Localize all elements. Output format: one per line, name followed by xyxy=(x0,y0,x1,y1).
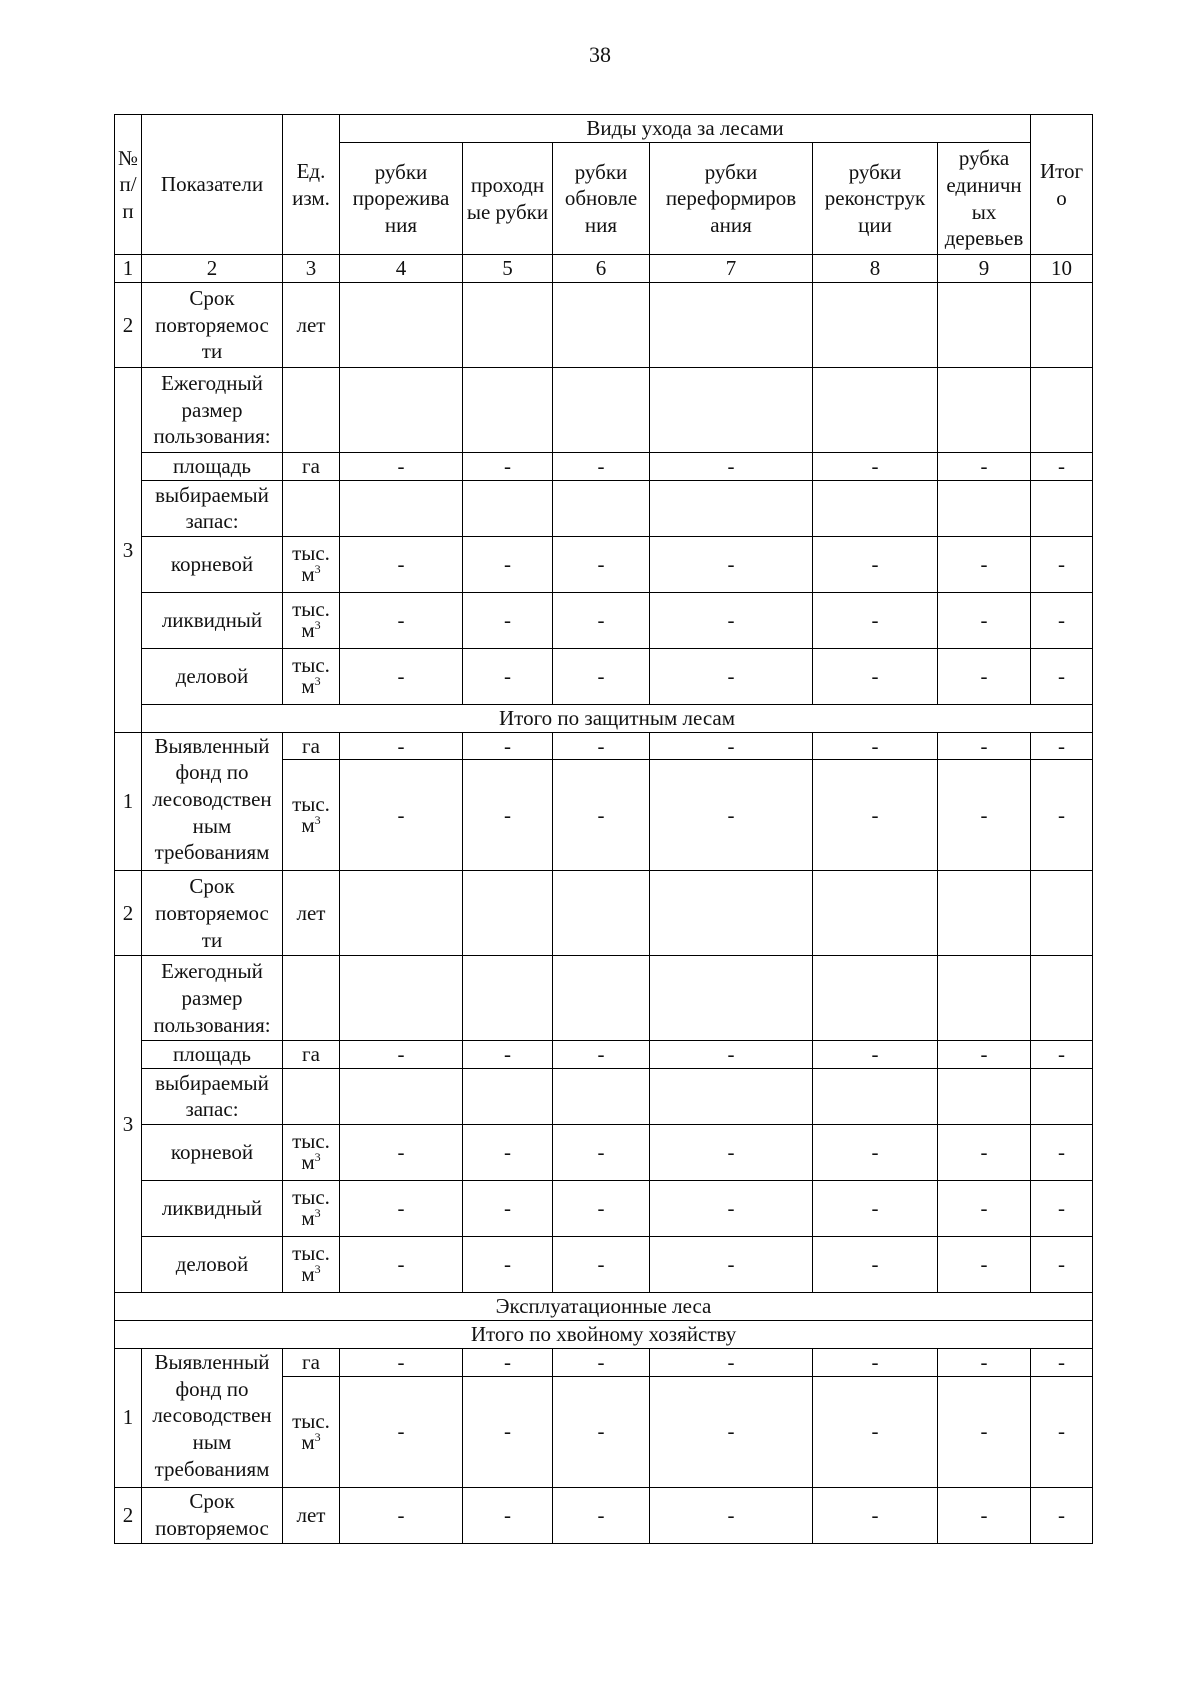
value-cell: - xyxy=(650,1487,813,1543)
table-row xyxy=(115,368,1093,453)
value-cell: - xyxy=(938,453,1031,481)
column-number: 8 xyxy=(813,255,938,283)
section-row xyxy=(115,1292,1093,1320)
value-cell: - xyxy=(813,453,938,481)
value-cell: - xyxy=(813,1348,938,1376)
value-cell: - xyxy=(553,1376,650,1487)
value-cell xyxy=(650,871,813,956)
table-row xyxy=(115,871,1093,956)
row-number: 3 xyxy=(115,368,142,733)
unit: лет xyxy=(283,871,340,956)
value-cell: - xyxy=(938,732,1031,760)
value-cell xyxy=(938,871,1031,956)
unit: га xyxy=(283,732,340,760)
value-cell xyxy=(340,871,463,956)
value-cell: - xyxy=(813,1376,938,1487)
value-cell: - xyxy=(340,1376,463,1487)
value-cell: - xyxy=(1031,732,1093,760)
row-number: 1 xyxy=(115,1348,142,1487)
value-cell xyxy=(553,1068,650,1124)
unit: га xyxy=(283,453,340,481)
unit: тыс. $м^3$ xyxy=(283,536,340,592)
value-cell: - xyxy=(813,732,938,760)
value-cell xyxy=(650,1068,813,1124)
table-row xyxy=(115,1041,1093,1069)
value-cell xyxy=(650,368,813,453)
value-cell: - xyxy=(938,648,1031,704)
value-cell: - xyxy=(938,1180,1031,1236)
indicator: деловой xyxy=(142,1236,283,1292)
column-number: 5 xyxy=(463,255,553,283)
column-number: 9 xyxy=(938,255,1031,283)
value-cell: - xyxy=(463,1041,553,1069)
table-row xyxy=(115,1348,1093,1376)
unit: га xyxy=(283,1041,340,1069)
column-number: 4 xyxy=(340,255,463,283)
value-cell: - xyxy=(340,1041,463,1069)
value-cell: - xyxy=(553,1236,650,1292)
value-cell: - xyxy=(1031,592,1093,648)
value-cell: - xyxy=(1031,1124,1093,1180)
value-cell: - xyxy=(1031,1041,1093,1069)
row-number: 1 xyxy=(115,732,142,871)
column-number: 1 xyxy=(115,255,142,283)
value-cell: - xyxy=(340,1236,463,1292)
value-cell: - xyxy=(938,1236,1031,1292)
column-number: 6 xyxy=(553,255,650,283)
value-cell: - xyxy=(553,536,650,592)
value-cell xyxy=(463,956,553,1041)
table-row xyxy=(115,1236,1093,1292)
value-cell: - xyxy=(650,1376,813,1487)
column-number: 3 xyxy=(283,255,340,283)
table-row xyxy=(115,1487,1093,1543)
indicator: Выявленный фонд по лесоводствен ным требованиям xyxy=(142,1348,283,1487)
value-cell xyxy=(283,1068,340,1124)
indicator: Ежегодный размер пользования: xyxy=(142,368,283,453)
page-number: 38 xyxy=(589,42,611,67)
value-cell: - xyxy=(650,648,813,704)
value-cell xyxy=(938,480,1031,536)
indicator: выбираемый запас: xyxy=(142,480,283,536)
value-cell: - xyxy=(813,536,938,592)
value-cell: - xyxy=(463,1348,553,1376)
indicator: ликвидный xyxy=(142,1180,283,1236)
unit: тыс. $м^3$ xyxy=(283,1376,340,1487)
value-cell xyxy=(938,283,1031,368)
value-cell xyxy=(1031,368,1093,453)
value-cell: - xyxy=(650,453,813,481)
value-cell xyxy=(463,480,553,536)
value-cell: - xyxy=(650,760,813,871)
value-cell: - xyxy=(938,536,1031,592)
table-row xyxy=(115,1180,1093,1236)
value-cell: - xyxy=(1031,1236,1093,1292)
value-cell xyxy=(463,283,553,368)
value-cell: - xyxy=(463,1180,553,1236)
value-cell xyxy=(1031,480,1093,536)
value-cell: - xyxy=(650,1180,813,1236)
value-cell: - xyxy=(1031,760,1093,871)
column-numbers-row xyxy=(115,255,1093,283)
indicator: корневой xyxy=(142,536,283,592)
value-cell xyxy=(1031,1068,1093,1124)
value-cell xyxy=(283,956,340,1041)
value-cell: - xyxy=(340,1180,463,1236)
value-cell: - xyxy=(463,1124,553,1180)
value-cell: - xyxy=(1031,648,1093,704)
section-row xyxy=(115,704,1093,732)
value-cell: - xyxy=(553,592,650,648)
value-cell: - xyxy=(938,1348,1031,1376)
value-cell: - xyxy=(650,536,813,592)
value-cell: - xyxy=(340,1124,463,1180)
value-cell xyxy=(813,1068,938,1124)
table-row xyxy=(115,1068,1093,1124)
header-type: рубки обновле ния xyxy=(553,143,650,255)
forest-care-table xyxy=(114,114,1093,1544)
unit: тыс. $м^3$ xyxy=(283,1124,340,1180)
value-cell xyxy=(340,480,463,536)
table-row xyxy=(115,283,1093,368)
value-cell xyxy=(650,283,813,368)
indicator: Выявленный фонд по лесоводствен ным требованиям xyxy=(142,732,283,871)
value-cell xyxy=(553,283,650,368)
value-cell: - xyxy=(553,732,650,760)
value-cell xyxy=(938,368,1031,453)
value-cell xyxy=(463,368,553,453)
value-cell xyxy=(553,480,650,536)
section-title: Итого по защитным лесам xyxy=(142,704,1093,732)
column-number: 2 xyxy=(142,255,283,283)
value-cell xyxy=(813,871,938,956)
value-cell xyxy=(463,871,553,956)
value-cell xyxy=(1031,283,1093,368)
indicator: площадь xyxy=(142,1041,283,1069)
table-row xyxy=(115,732,1093,760)
value-cell: - xyxy=(938,592,1031,648)
indicator: Срок повторяемос xyxy=(142,1487,283,1543)
value-cell: - xyxy=(553,1124,650,1180)
unit: тыс. $м^3$ xyxy=(283,648,340,704)
value-cell: - xyxy=(553,760,650,871)
unit: лет xyxy=(283,1487,340,1543)
value-cell: - xyxy=(813,1180,938,1236)
value-cell: - xyxy=(340,760,463,871)
value-cell: - xyxy=(553,1180,650,1236)
value-cell: - xyxy=(553,648,650,704)
unit: га xyxy=(283,1348,340,1376)
value-cell xyxy=(283,480,340,536)
row-number: 2 xyxy=(115,283,142,368)
value-cell xyxy=(283,368,340,453)
table-row xyxy=(115,1124,1093,1180)
value-cell: - xyxy=(813,760,938,871)
section-row xyxy=(115,1320,1093,1348)
row-number: 3 xyxy=(115,956,142,1293)
table-row xyxy=(115,592,1093,648)
value-cell xyxy=(553,956,650,1041)
row-number: 2 xyxy=(115,1487,142,1543)
value-cell: - xyxy=(340,536,463,592)
table-row xyxy=(115,480,1093,536)
indicator: площадь xyxy=(142,453,283,481)
value-cell: - xyxy=(650,1041,813,1069)
table-row xyxy=(115,536,1093,592)
value-cell: - xyxy=(553,1487,650,1543)
value-cell: - xyxy=(1031,453,1093,481)
header-type: рубки прорежива ния xyxy=(340,143,463,255)
table-row xyxy=(115,648,1093,704)
section-title: Эксплуатационные леса xyxy=(115,1292,1093,1320)
header-row xyxy=(115,115,1093,143)
unit: тыс. $м^3$ xyxy=(283,760,340,871)
value-cell: - xyxy=(463,1236,553,1292)
value-cell xyxy=(1031,956,1093,1041)
value-cell: - xyxy=(938,1487,1031,1543)
value-cell: - xyxy=(1031,536,1093,592)
value-cell xyxy=(813,368,938,453)
unit: тыс. $м^3$ xyxy=(283,1180,340,1236)
value-cell: - xyxy=(463,592,553,648)
value-cell xyxy=(340,283,463,368)
value-cell: - xyxy=(813,1487,938,1543)
value-cell xyxy=(340,956,463,1041)
header-unit: Ед. изм. xyxy=(283,115,340,255)
section-title: Итого по хвойному хозяйству xyxy=(115,1320,1093,1348)
value-cell: - xyxy=(1031,1348,1093,1376)
value-cell: - xyxy=(650,1348,813,1376)
column-number: 7 xyxy=(650,255,813,283)
value-cell: - xyxy=(650,592,813,648)
value-cell: - xyxy=(1031,1487,1093,1543)
table-row xyxy=(115,453,1093,481)
value-cell: - xyxy=(340,1348,463,1376)
header-total: Итог о xyxy=(1031,115,1093,255)
value-cell: - xyxy=(938,1041,1031,1069)
value-cell: - xyxy=(650,732,813,760)
value-cell: - xyxy=(340,592,463,648)
value-cell: - xyxy=(340,648,463,704)
value-cell: - xyxy=(1031,1180,1093,1236)
unit: лет xyxy=(283,283,340,368)
indicator: корневой xyxy=(142,1124,283,1180)
value-cell: - xyxy=(813,648,938,704)
value-cell: - xyxy=(463,760,553,871)
value-cell: - xyxy=(553,1348,650,1376)
value-cell xyxy=(938,956,1031,1041)
unit: тыс. $м^3$ xyxy=(283,592,340,648)
header-type: рубка единичн ых деревьев xyxy=(938,143,1031,255)
value-cell: - xyxy=(938,760,1031,871)
value-cell: - xyxy=(813,1236,938,1292)
indicator: Срок повторяемос ти xyxy=(142,283,283,368)
value-cell: - xyxy=(463,1487,553,1543)
value-cell xyxy=(1031,871,1093,956)
value-cell: - xyxy=(553,1041,650,1069)
value-cell: - xyxy=(340,453,463,481)
value-cell: - xyxy=(463,536,553,592)
header-type: рубки переформиров ания xyxy=(650,143,813,255)
value-cell: - xyxy=(1031,1376,1093,1487)
value-cell: - xyxy=(340,732,463,760)
header-type: рубки реконструк ции xyxy=(813,143,938,255)
value-cell: - xyxy=(813,1124,938,1180)
value-cell: - xyxy=(813,1041,938,1069)
indicator: Ежегодный размер пользования: xyxy=(142,956,283,1041)
value-cell: - xyxy=(650,1124,813,1180)
value-cell: - xyxy=(553,453,650,481)
value-cell: - xyxy=(463,1376,553,1487)
value-cell: - xyxy=(340,1487,463,1543)
row-number: 2 xyxy=(115,871,142,956)
header-type: проходн ые рубки xyxy=(463,143,553,255)
value-cell xyxy=(650,956,813,1041)
value-cell xyxy=(650,480,813,536)
indicator: выбираемый запас: xyxy=(142,1068,283,1124)
indicator: Срок повторяемос ти xyxy=(142,871,283,956)
value-cell: - xyxy=(463,732,553,760)
value-cell xyxy=(813,956,938,1041)
value-cell xyxy=(813,283,938,368)
value-cell: - xyxy=(463,648,553,704)
indicator: деловой xyxy=(142,648,283,704)
indicator: ликвидный xyxy=(142,592,283,648)
value-cell xyxy=(553,871,650,956)
value-cell: - xyxy=(650,1236,813,1292)
value-cell xyxy=(340,368,463,453)
value-cell xyxy=(553,368,650,453)
value-cell: - xyxy=(813,592,938,648)
unit: тыс. $м^3$ xyxy=(283,1236,340,1292)
value-cell: - xyxy=(463,453,553,481)
header-care-types: Виды ухода за лесами xyxy=(340,115,1031,143)
value-cell: - xyxy=(938,1376,1031,1487)
header-num: № п/п xyxy=(115,115,142,255)
value-cell xyxy=(813,480,938,536)
value-cell xyxy=(463,1068,553,1124)
table-row xyxy=(115,956,1093,1041)
value-cell xyxy=(340,1068,463,1124)
column-number: 10 xyxy=(1031,255,1093,283)
header-indicators: Показатели xyxy=(142,115,283,255)
value-cell xyxy=(938,1068,1031,1124)
value-cell: - xyxy=(938,1124,1031,1180)
